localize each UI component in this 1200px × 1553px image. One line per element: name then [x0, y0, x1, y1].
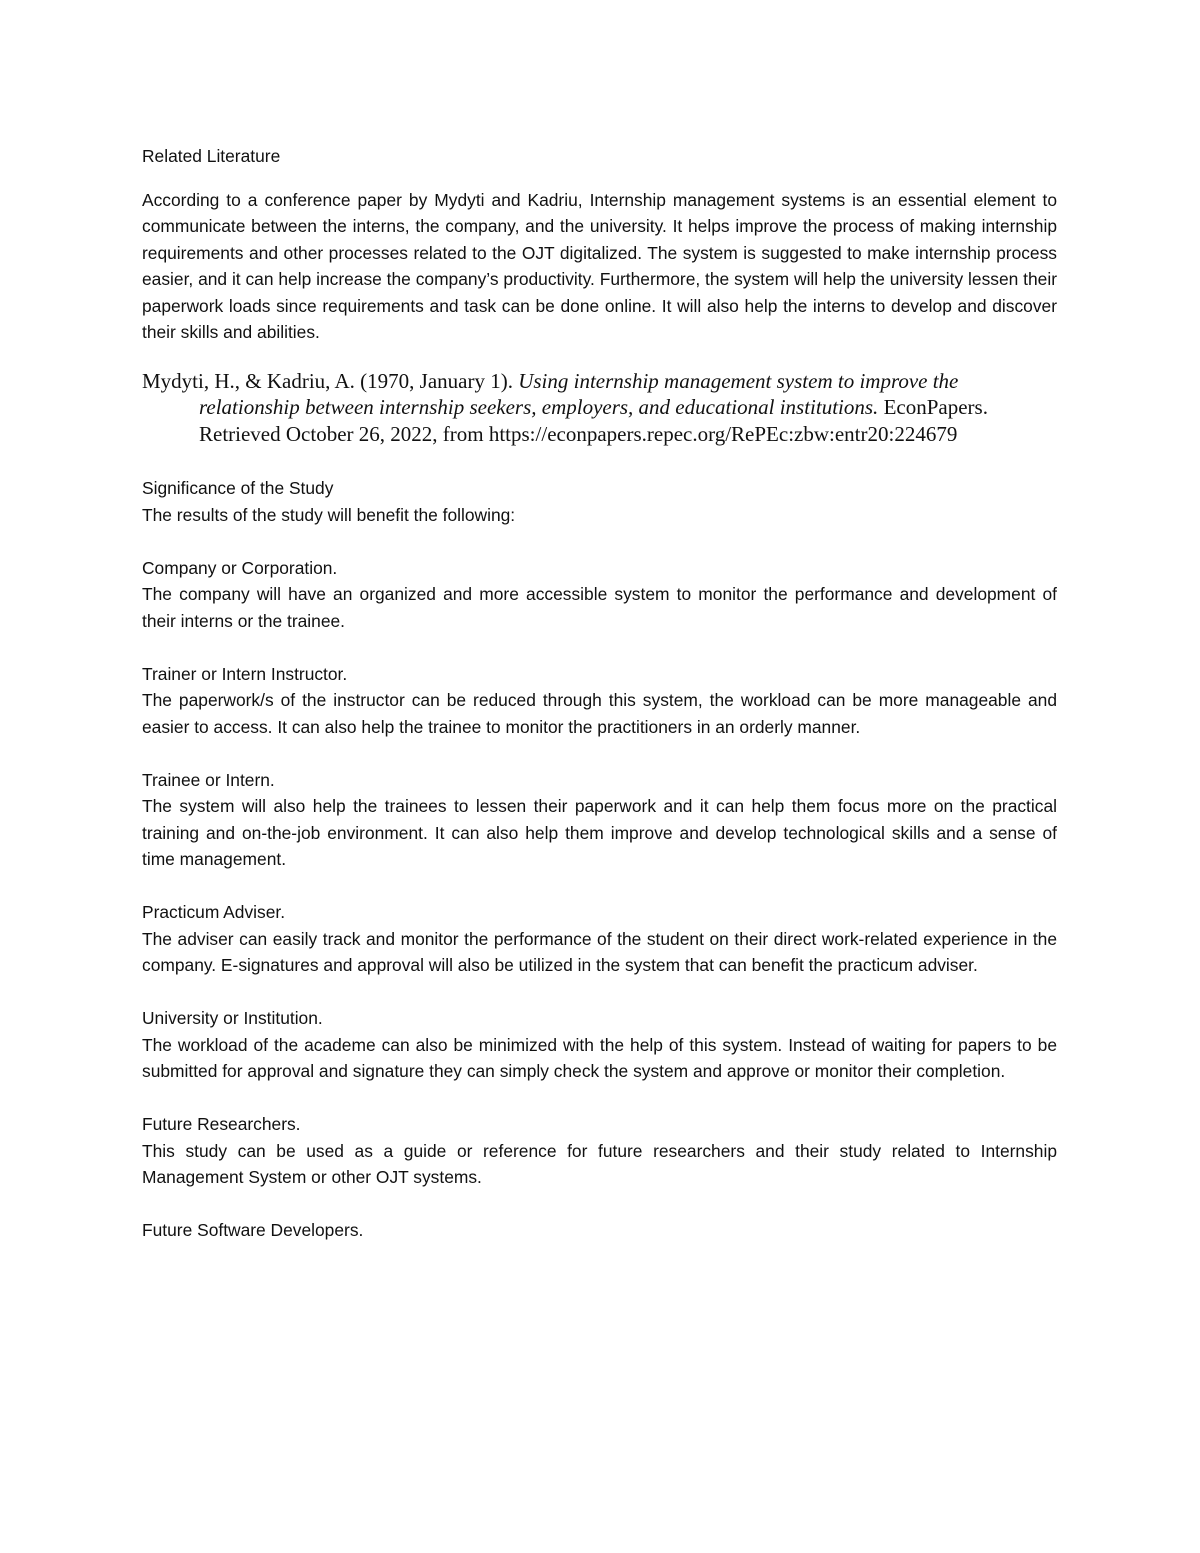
citation-source: EconPapers. Retrieved October 26, 2022, from	[199, 395, 988, 446]
beneficiary-body: The company will have an organized and more accessible system to monitor the performance and development of their interns or the trainee.	[142, 584, 1057, 631]
significance-heading: Significance of the Study	[142, 478, 334, 498]
beneficiary-title: Trainee or Intern.	[142, 769, 275, 790]
beneficiary-title: Trainer or Intern Instructor.	[142, 663, 348, 684]
beneficiary-section-trainee	[142, 767, 1057, 873]
beneficiary-section-university	[142, 1005, 1057, 1085]
beneficiary-body: This study can be used as a guide or reference for future researchers and their study related to Internship Management System or other OJT systems.	[142, 1140, 1057, 1187]
beneficiary-body: The system will also help the trainees to lessen their paperwork and it can help them focus more on the practical training and on-the-job environment. It can also help them improve and develop technological skills and a sense of time management.	[142, 796, 1057, 869]
beneficiary-section-company	[142, 555, 1057, 635]
beneficiary-title: Practicum Adviser.	[142, 902, 286, 922]
beneficiary-section-adviser	[142, 899, 1057, 979]
beneficiary-title: Future Software Developers.	[142, 1220, 364, 1240]
beneficiary-section-trainer	[142, 661, 1057, 741]
citation-title: Using internship management system to improve the relationship between internship seekers, employers, and educational institutions.	[199, 368, 959, 419]
citation-authors-date: Mydyti, H., & Kadriu, A. (1970, January 1).	[142, 368, 519, 393]
reference-citation	[142, 368, 1057, 448]
beneficiary-section-researchers	[142, 1111, 1057, 1191]
beneficiary-title: Future Researchers.	[142, 1114, 301, 1134]
related-literature-paragraph: According to a conference paper by Mydyti and Kadriu, Internship management systems is an essential element to communicate between the interns, the company, and the university. It helps improve the process of making internship requirements and other processes related to the OJT digitalized. The system is suggested to make internship process easier, and it can help increase the company’s productivity. Furthermore, the system will help the university lessen their paperwork loads since requirements and task can be done online. It will also help the interns to develop and discover their skills and abilities.	[142, 189, 1057, 342]
citation-url: https://econpapers.repec.org/RePEc:zbw:entr20:224679	[488, 421, 958, 446]
related-literature-heading: Related Literature	[142, 146, 281, 166]
beneficiary-body: The workload of the academe can also be minimized with the help of this system. Instead of waiting for papers to be submitted for approval and signature they can simply check the system and approve or monitor their completion.	[142, 1034, 1057, 1081]
beneficiary-section-developers	[142, 1217, 1057, 1244]
beneficiary-title: University or Institution.	[142, 1008, 323, 1028]
beneficiary-body: The paperwork/s of the instructor can be reduced through this system, the workload can be more manageable and easier to access. It can also help the trainee to monitor the practitioners in an orderly manner.	[142, 690, 1057, 737]
beneficiary-title: Company or Corporation.	[142, 557, 338, 578]
significance-intro: The results of the study will benefit the following:	[142, 504, 516, 525]
document-page	[142, 143, 1057, 1244]
beneficiary-body: The adviser can easily track and monitor the performance of the student on their direct work-related experience in the company. E-signatures and approval will also be utilized in the system that can benefit the practicum adviser.	[142, 928, 1057, 975]
